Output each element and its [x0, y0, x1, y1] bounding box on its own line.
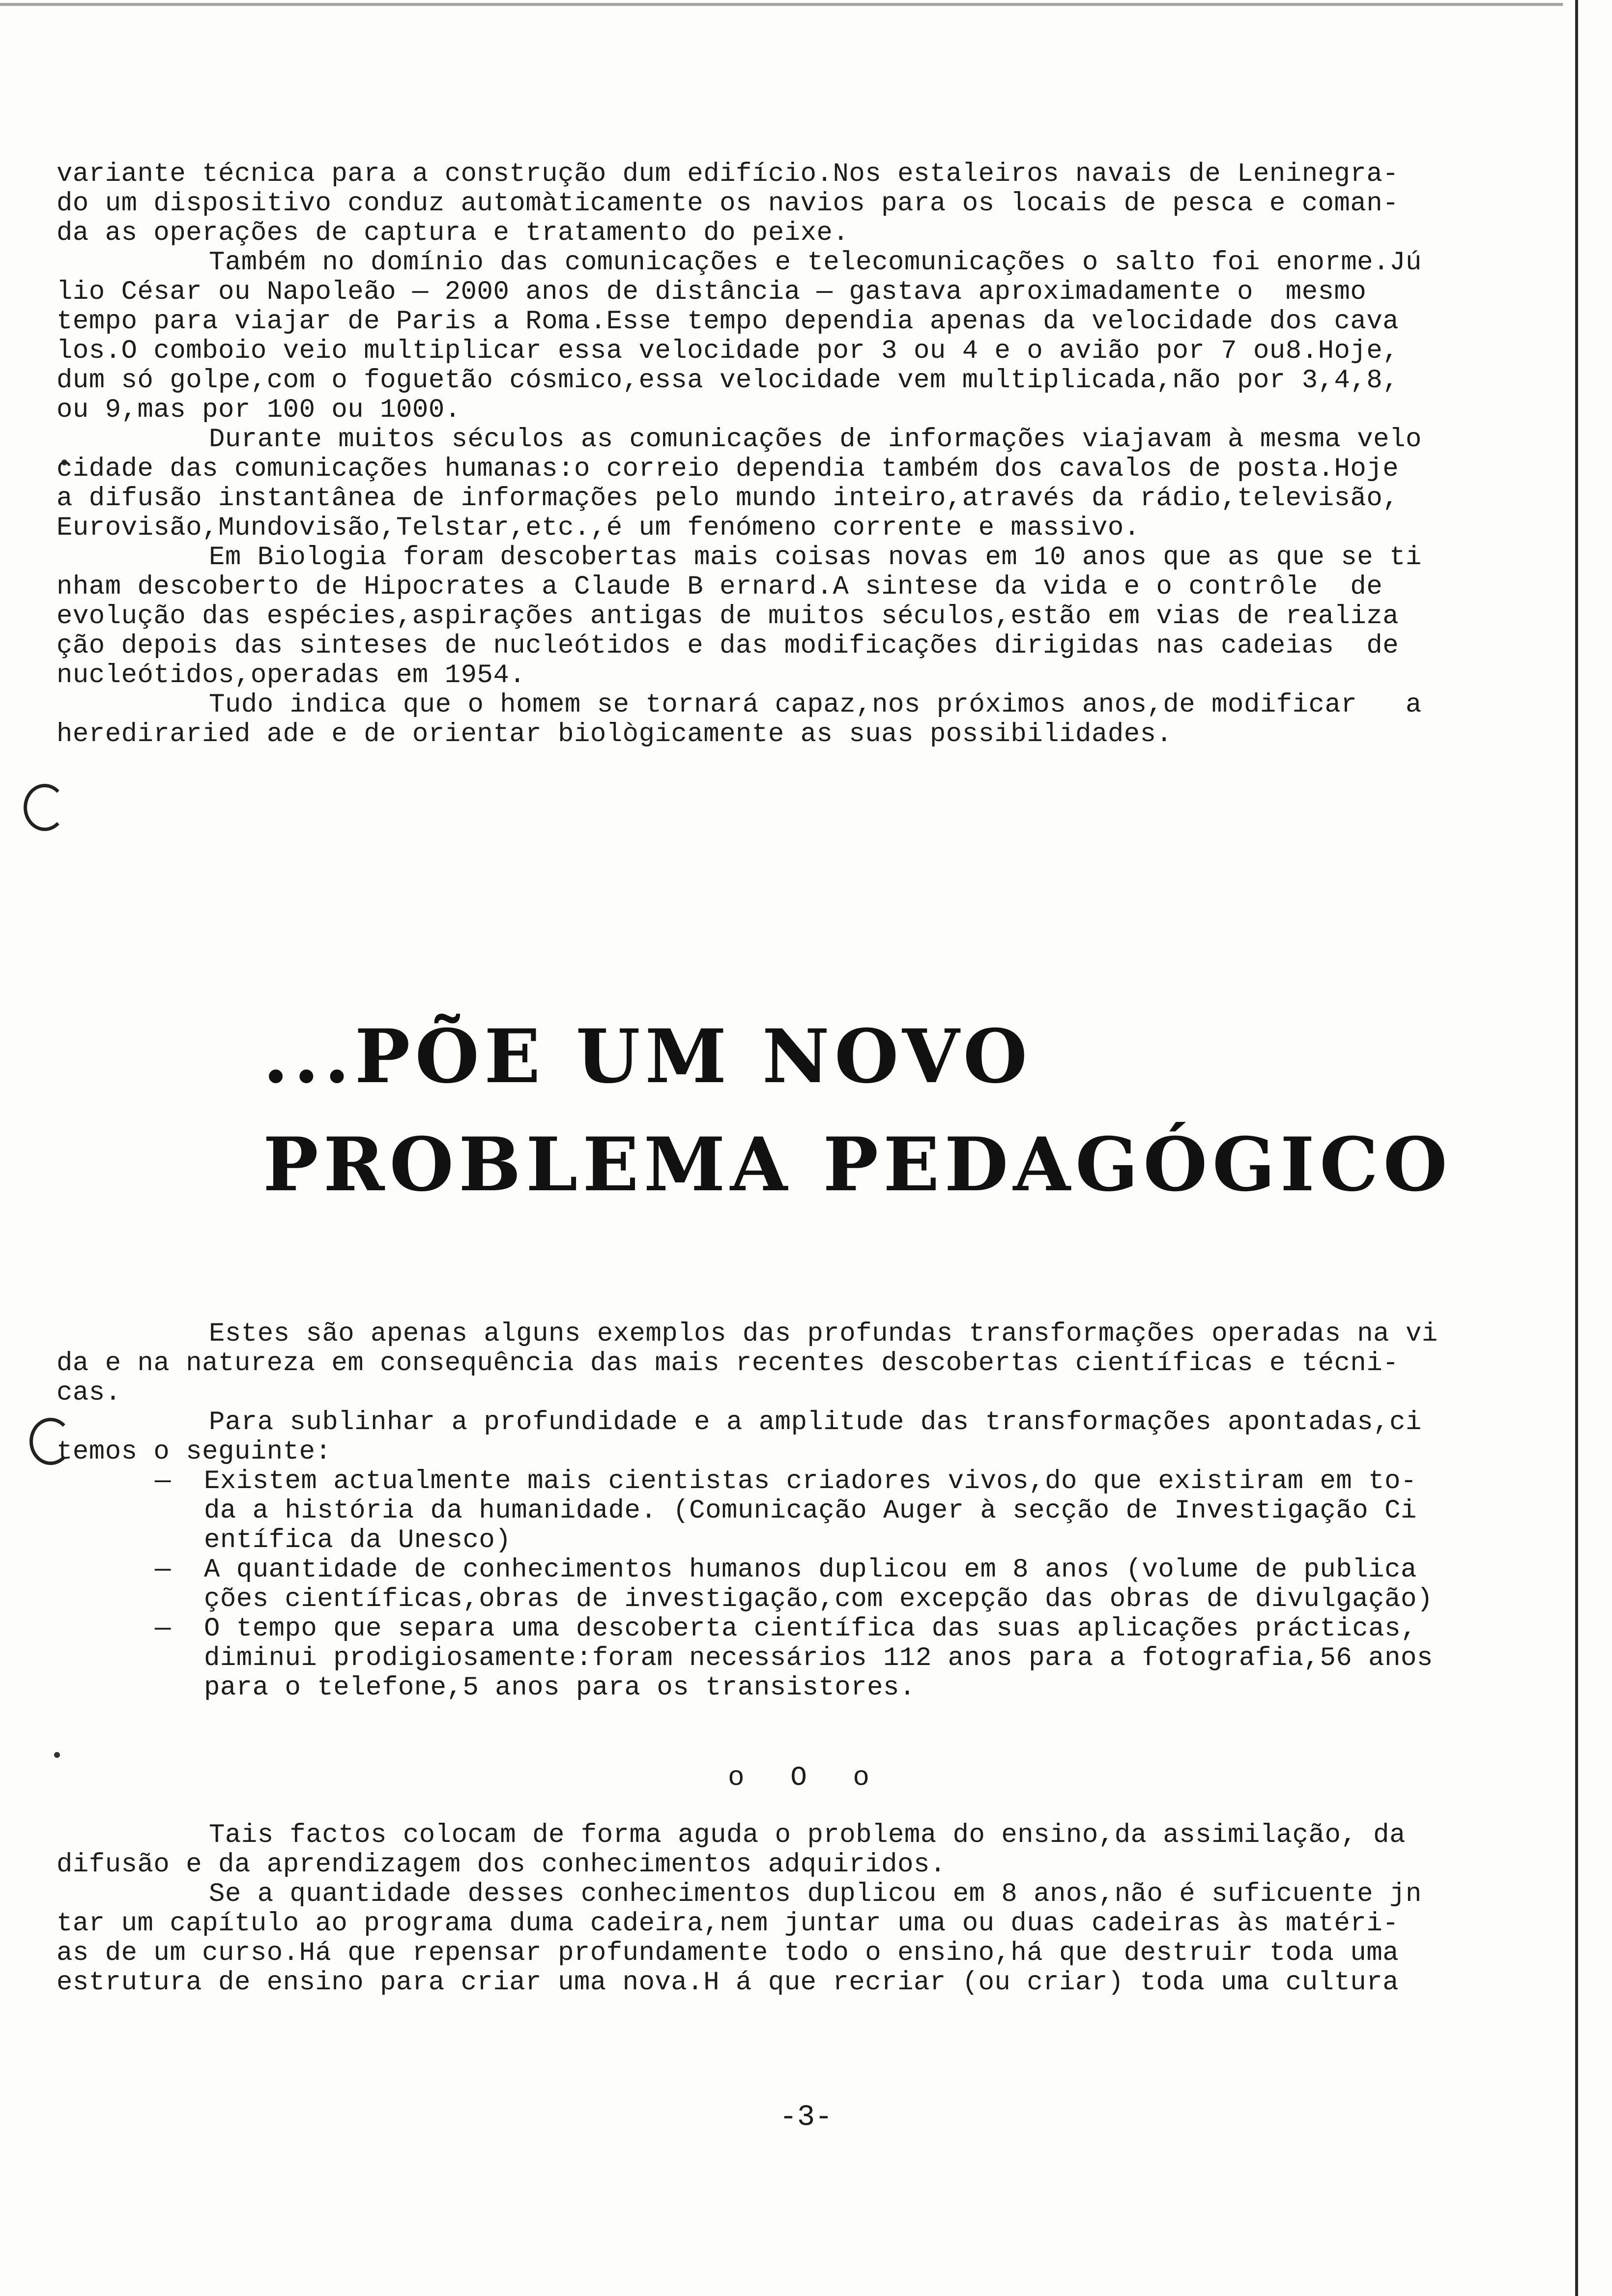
text-line: estrutura de ensino para criar uma nova.H á que recriar (ou criar) toda uma cultura	[57, 1968, 1399, 1998]
text-line: da as operações de captura e tratamento do peixe.	[57, 218, 849, 248]
bullet-text: A quantidade de conhecimentos humanos duplicou em 8 anos (volume de publica	[204, 1555, 1417, 1585]
bullet-text: Existem actualmente mais cientistas criadores vivos,do que existiram em to-	[204, 1466, 1417, 1496]
punch-hole	[24, 784, 66, 831]
bullet-dash: —	[155, 1466, 171, 1496]
text-line: Se a quantidade desses conhecimentos duplicou em 8 anos,não é suficuente jn	[209, 1879, 1422, 1909]
text-line: temos o seguinte:	[57, 1437, 332, 1467]
text-line: variante técnica para a construção dum edifício.Nos estaleiros navais de Leninegra-	[57, 159, 1399, 189]
text-line: los.O comboio veio multiplicar essa velocidade por 3 ou 4 e o avião por 7 ou8.Hoje,	[57, 336, 1399, 366]
paragraph-block-2	[57, 1320, 1541, 1703]
text-line: da e na natureza em consequência das mais recentes descobertas científicas e técni-	[57, 1349, 1399, 1378]
text-line: Para sublinhar a profundidade e a amplitude das transformações apontadas,ci	[209, 1407, 1422, 1437]
section-separator: o O o	[727, 1762, 885, 1793]
bullet-text: O tempo que separa uma descoberta científica das suas aplicações prácticas,	[204, 1614, 1417, 1644]
bullet-dash: —	[155, 1614, 171, 1644]
text-line: Em Biologia foram descobertas mais coisas novas em 10 anos que as que se ti	[209, 543, 1422, 573]
bullet-item	[57, 1614, 1541, 1644]
text-line: Tudo indica que o homem se tornará capaz,nos próximos anos,de modificar a	[209, 690, 1422, 720]
bullet-text: diminui prodigiosamente:foram necessários 112 anos para a fotografia,56 anos	[204, 1643, 1433, 1673]
bullet-item	[57, 1467, 1541, 1496]
bullet-text: entífica da Unesco)	[204, 1525, 512, 1555]
text-line: a difusão instantânea de informações pelo mundo inteiro,através da rádio,televisão,	[57, 484, 1399, 514]
text-line: ção depois das sinteses de nucleótidos e das modificações dirigidas nas cadeias de	[57, 631, 1399, 661]
bullet-text: para o telefone,5 anos para os transistores.	[204, 1673, 916, 1703]
text-line: nucleótidos,operadas em 1954.	[57, 660, 526, 690]
text-line: ou 9,mas por 100 ou 1000.	[57, 395, 461, 425]
bullet-dash: —	[155, 1555, 171, 1585]
paragraph-block-3	[57, 1821, 1541, 1998]
text-line: cidade das comunicações humanas:o correio dependia também dos cavalos de posta.Hoje	[57, 454, 1399, 484]
text-line: lio César ou Napoleão — 2000 anos de distância — gastava aproximadamente o mesmo	[57, 277, 1367, 307]
ink-speck	[54, 1752, 60, 1758]
text-line: dum só golpe,com o foguetão cósmico,essa velocidade vem multiplicada,não por 3,4,8,	[57, 366, 1399, 396]
text-line: tar um capítulo ao programa duma cadeira,nem juntar uma ou duas cadeiras às matéri-	[57, 1909, 1399, 1939]
paragraph-block-1	[57, 160, 1541, 749]
text-line: Durante muitos séculos as comunicações de informações viajavam à mesma velo	[209, 425, 1422, 455]
text-line: as de um curso.Há que repensar profundamente todo o ensino,há que destruir toda uma	[57, 1938, 1399, 1968]
text-line: tempo para viajar de Paris a Roma.Esse tempo dependia apenas da velocidade dos cava	[57, 307, 1399, 337]
text-line: cas.	[57, 1378, 121, 1408]
title-line-2: PROBLEMA PEDAGÓGICO	[263, 1121, 1453, 1208]
text-line: evolução das espécies,aspirações antigas de muitos séculos,estão em vias de realiza	[57, 602, 1399, 631]
text-line: Também no domínio das comunicações e telecomunicações o salto foi enorme.Jú	[209, 248, 1422, 278]
text-line: nham descoberto de Hipocrates a Claude B ernard.A sintese da vida e o contrôle de	[57, 572, 1383, 602]
scan-right-edge	[1575, 0, 1578, 2296]
text-line: Estes são apenas alguns exemplos das profundas transformações operadas na vi	[209, 1319, 1438, 1349]
text-line: difusão e da aprendizagem dos conhecimentos adquiridos.	[57, 1850, 946, 1880]
text-line: Tais factos colocam de forma aguda o problema do ensino,da assimilação, da	[209, 1820, 1406, 1850]
scan-top-edge	[0, 3, 1563, 6]
bullet-text: ções científicas,obras de investigação,com excepção das obras de divulgação)	[204, 1584, 1433, 1614]
page-number: -3-	[779, 2101, 833, 2134]
text-line: do um dispositivo conduz automàticamente os navios para os locais de pesca e coman-	[57, 189, 1399, 219]
bullet-item	[57, 1555, 1541, 1585]
bullet-text: da a história da humanidade. (Comunicação Auger à secção de Investigação Ci	[204, 1496, 1417, 1526]
text-line: Eurovisão,Mundovisão,Telstar,etc.,é um fenómeno corrente e massivo.	[57, 513, 1140, 543]
section-title	[263, 1003, 1452, 1219]
title-line-1: ...PÕE UM NOVO	[263, 1013, 1033, 1100]
text-line: herediraried ade e de orientar biològicamente as suas possibilidades.	[57, 719, 1173, 749]
